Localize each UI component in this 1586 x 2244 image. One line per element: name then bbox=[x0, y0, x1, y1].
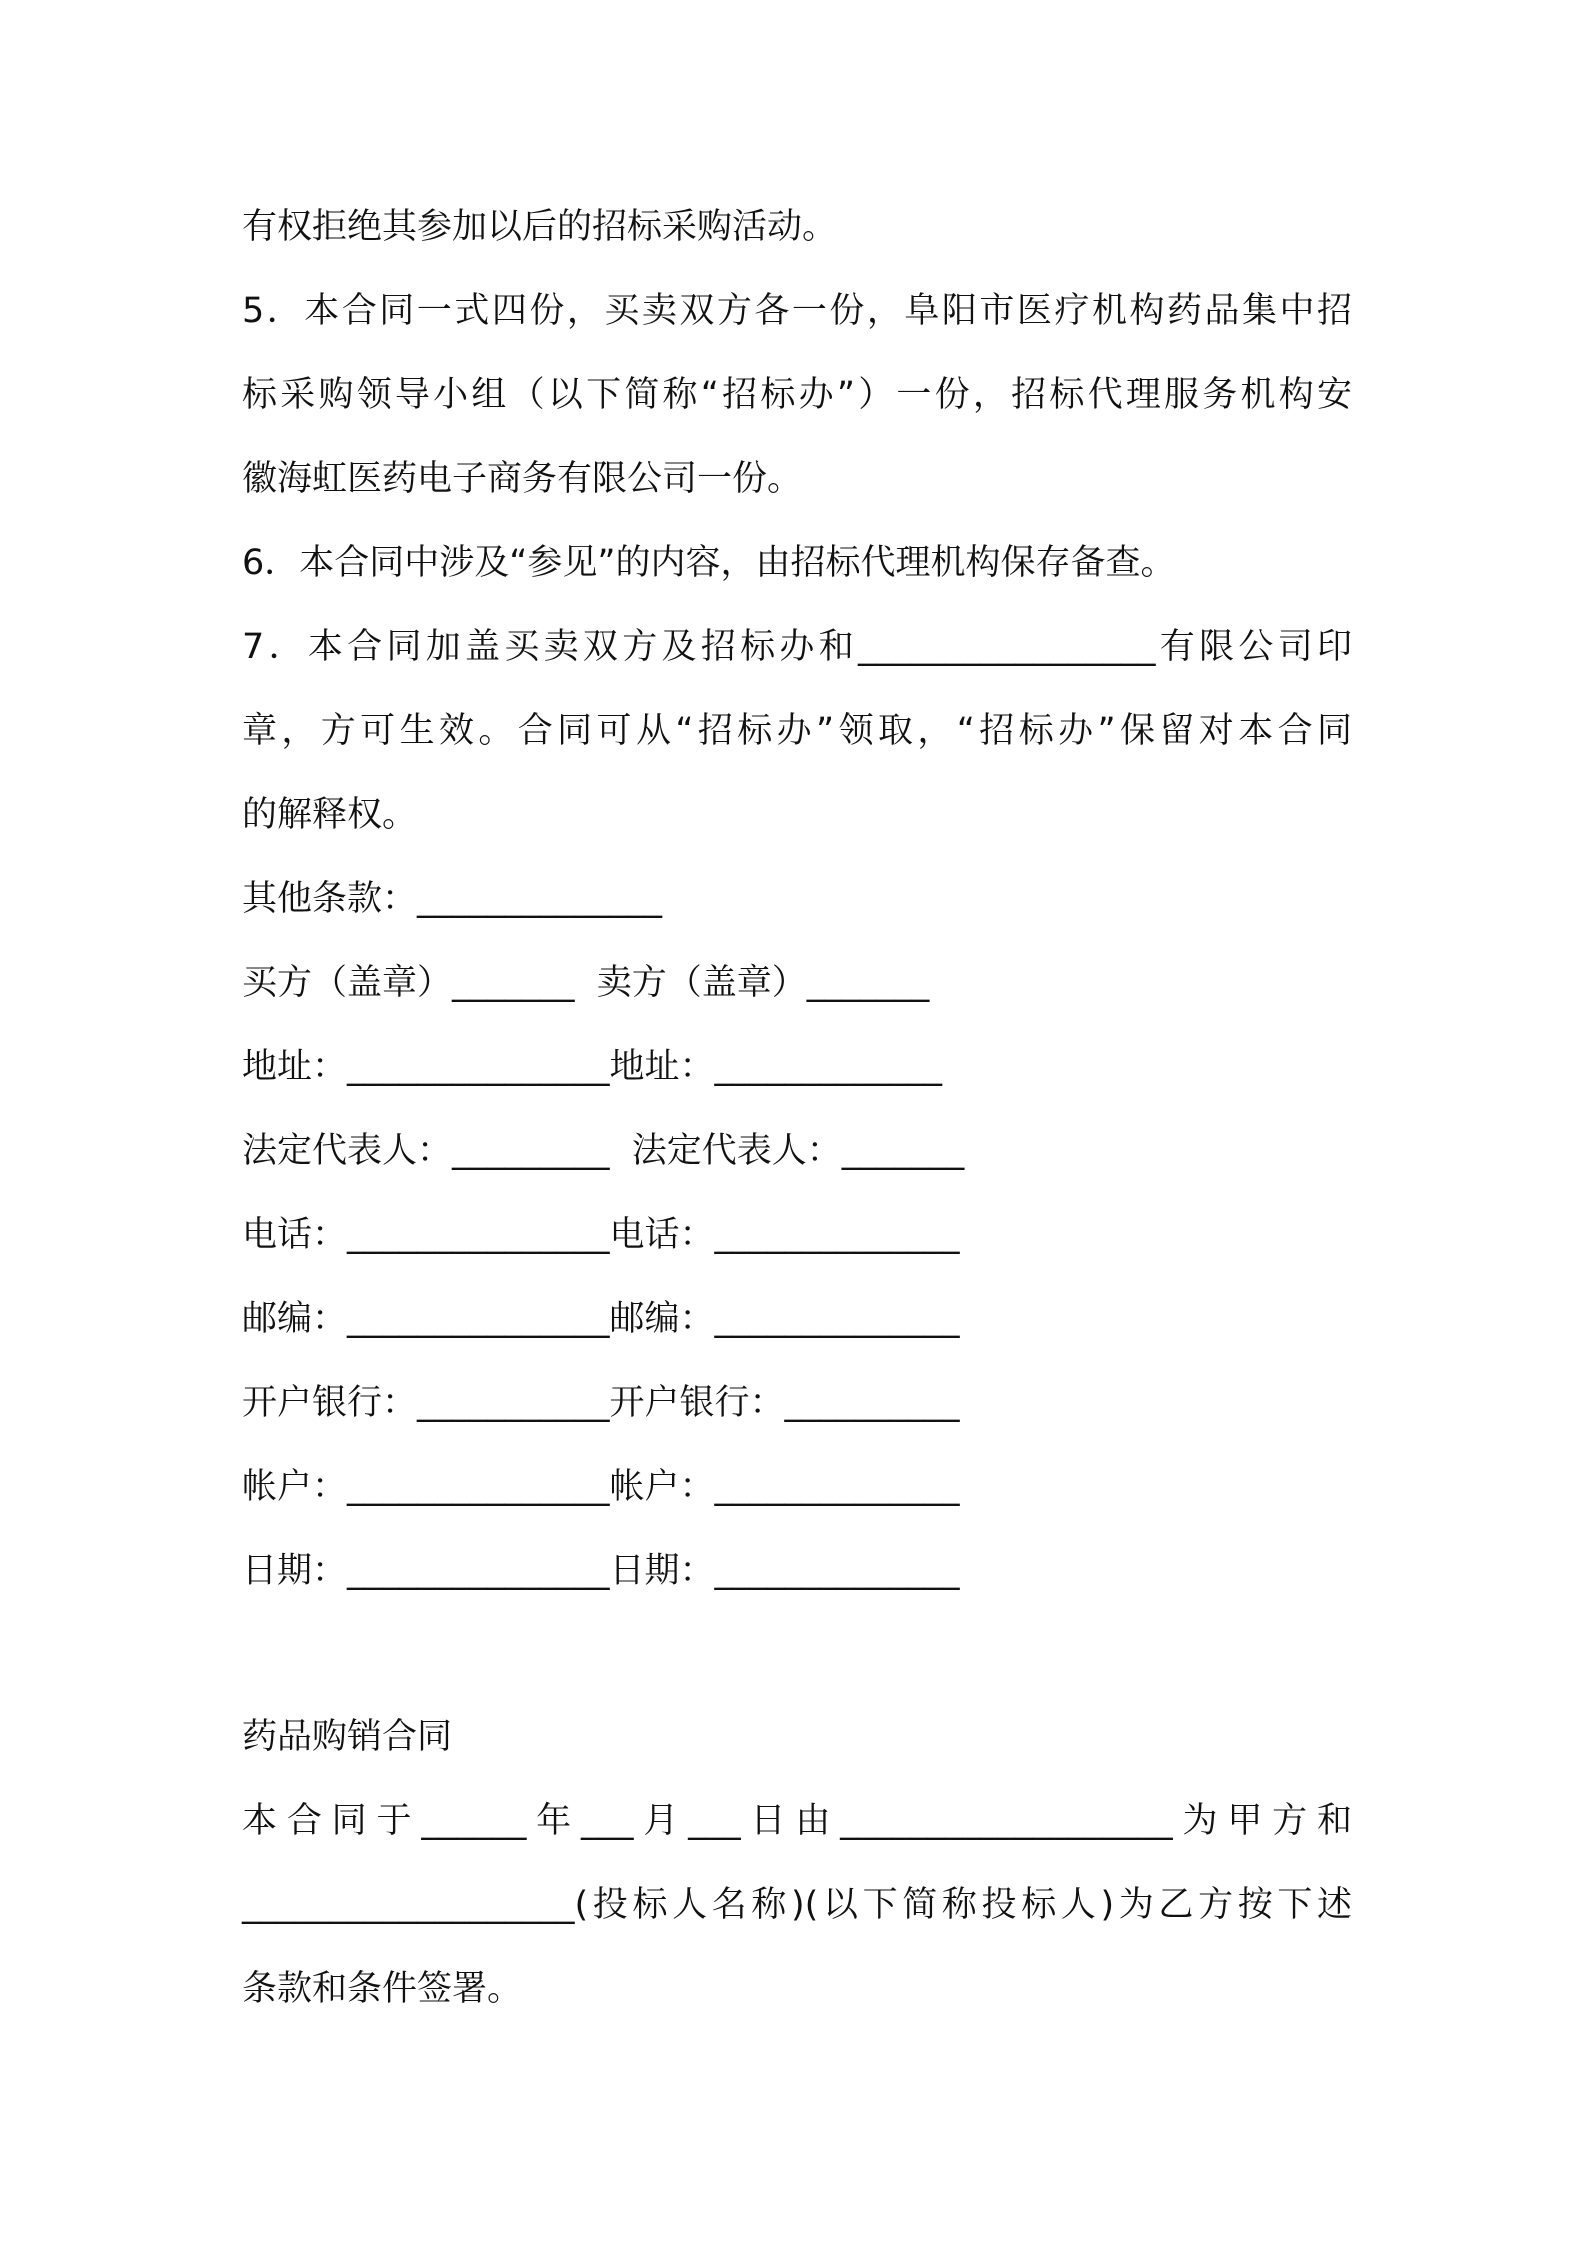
contract-intro-line-3: 条款和条件签署。 bbox=[242, 1969, 523, 2009]
clause-7-line-2: 章，方可生效。合同可从“招标办”领取，“招标办”保留对本合同 bbox=[242, 711, 1352, 751]
legal-representative-field: 法定代表人：_________ 法定代表人：_______ bbox=[242, 1131, 965, 1171]
account-field: 帐户：_______________帐户：______________ bbox=[242, 1467, 960, 1507]
buyer-seller-seal-field: 买方（盖章）_______ 卖方（盖章）_______ bbox=[242, 963, 930, 1003]
contract-intro-line-2: ___________________(投标人名称)(以下简称投标人)为乙方按下述 bbox=[242, 1885, 1352, 1925]
contract-intro-line-1: 本合同于______年___月___日由___________________为甲方和 bbox=[242, 1801, 1352, 1841]
clause-5-line-3: 徽海虹医药电子商务有限公司一份。 bbox=[242, 459, 803, 499]
clause-7-line-3: 的解释权。 bbox=[242, 795, 418, 835]
clause-5-line-1: 5．本合同一式四份，买卖双方各一份，阜阳市医疗机构药品集中招 bbox=[242, 291, 1352, 331]
other-terms-field: 其他条款：______________ bbox=[242, 879, 663, 919]
phone-field: 电话：_______________电话：______________ bbox=[242, 1215, 960, 1255]
contract-title: 药品购销合同 bbox=[242, 1717, 453, 1757]
date-field: 日期：_______________日期：______________ bbox=[242, 1551, 960, 1591]
clause-7-line-1: 7．本合同加盖买卖双方及招标办和_________________有限公司印 bbox=[242, 627, 1352, 667]
address-field: 地址：_______________地址：_____________ bbox=[242, 1047, 943, 1087]
paragraph-line: 有权拒绝其参加以后的招标采购活动。 bbox=[242, 207, 838, 247]
postcode-field: 邮编：_______________邮编：______________ bbox=[242, 1299, 960, 1339]
clause-5-line-2: 标采购领导小组（以下简称“招标办”）一份，招标代理服务机构安 bbox=[242, 375, 1352, 415]
clause-6: 6．本合同中涉及“参见”的内容，由招标代理机构保存备查。 bbox=[242, 543, 1176, 583]
bank-field: 开户银行：___________开户银行：__________ bbox=[242, 1383, 960, 1423]
